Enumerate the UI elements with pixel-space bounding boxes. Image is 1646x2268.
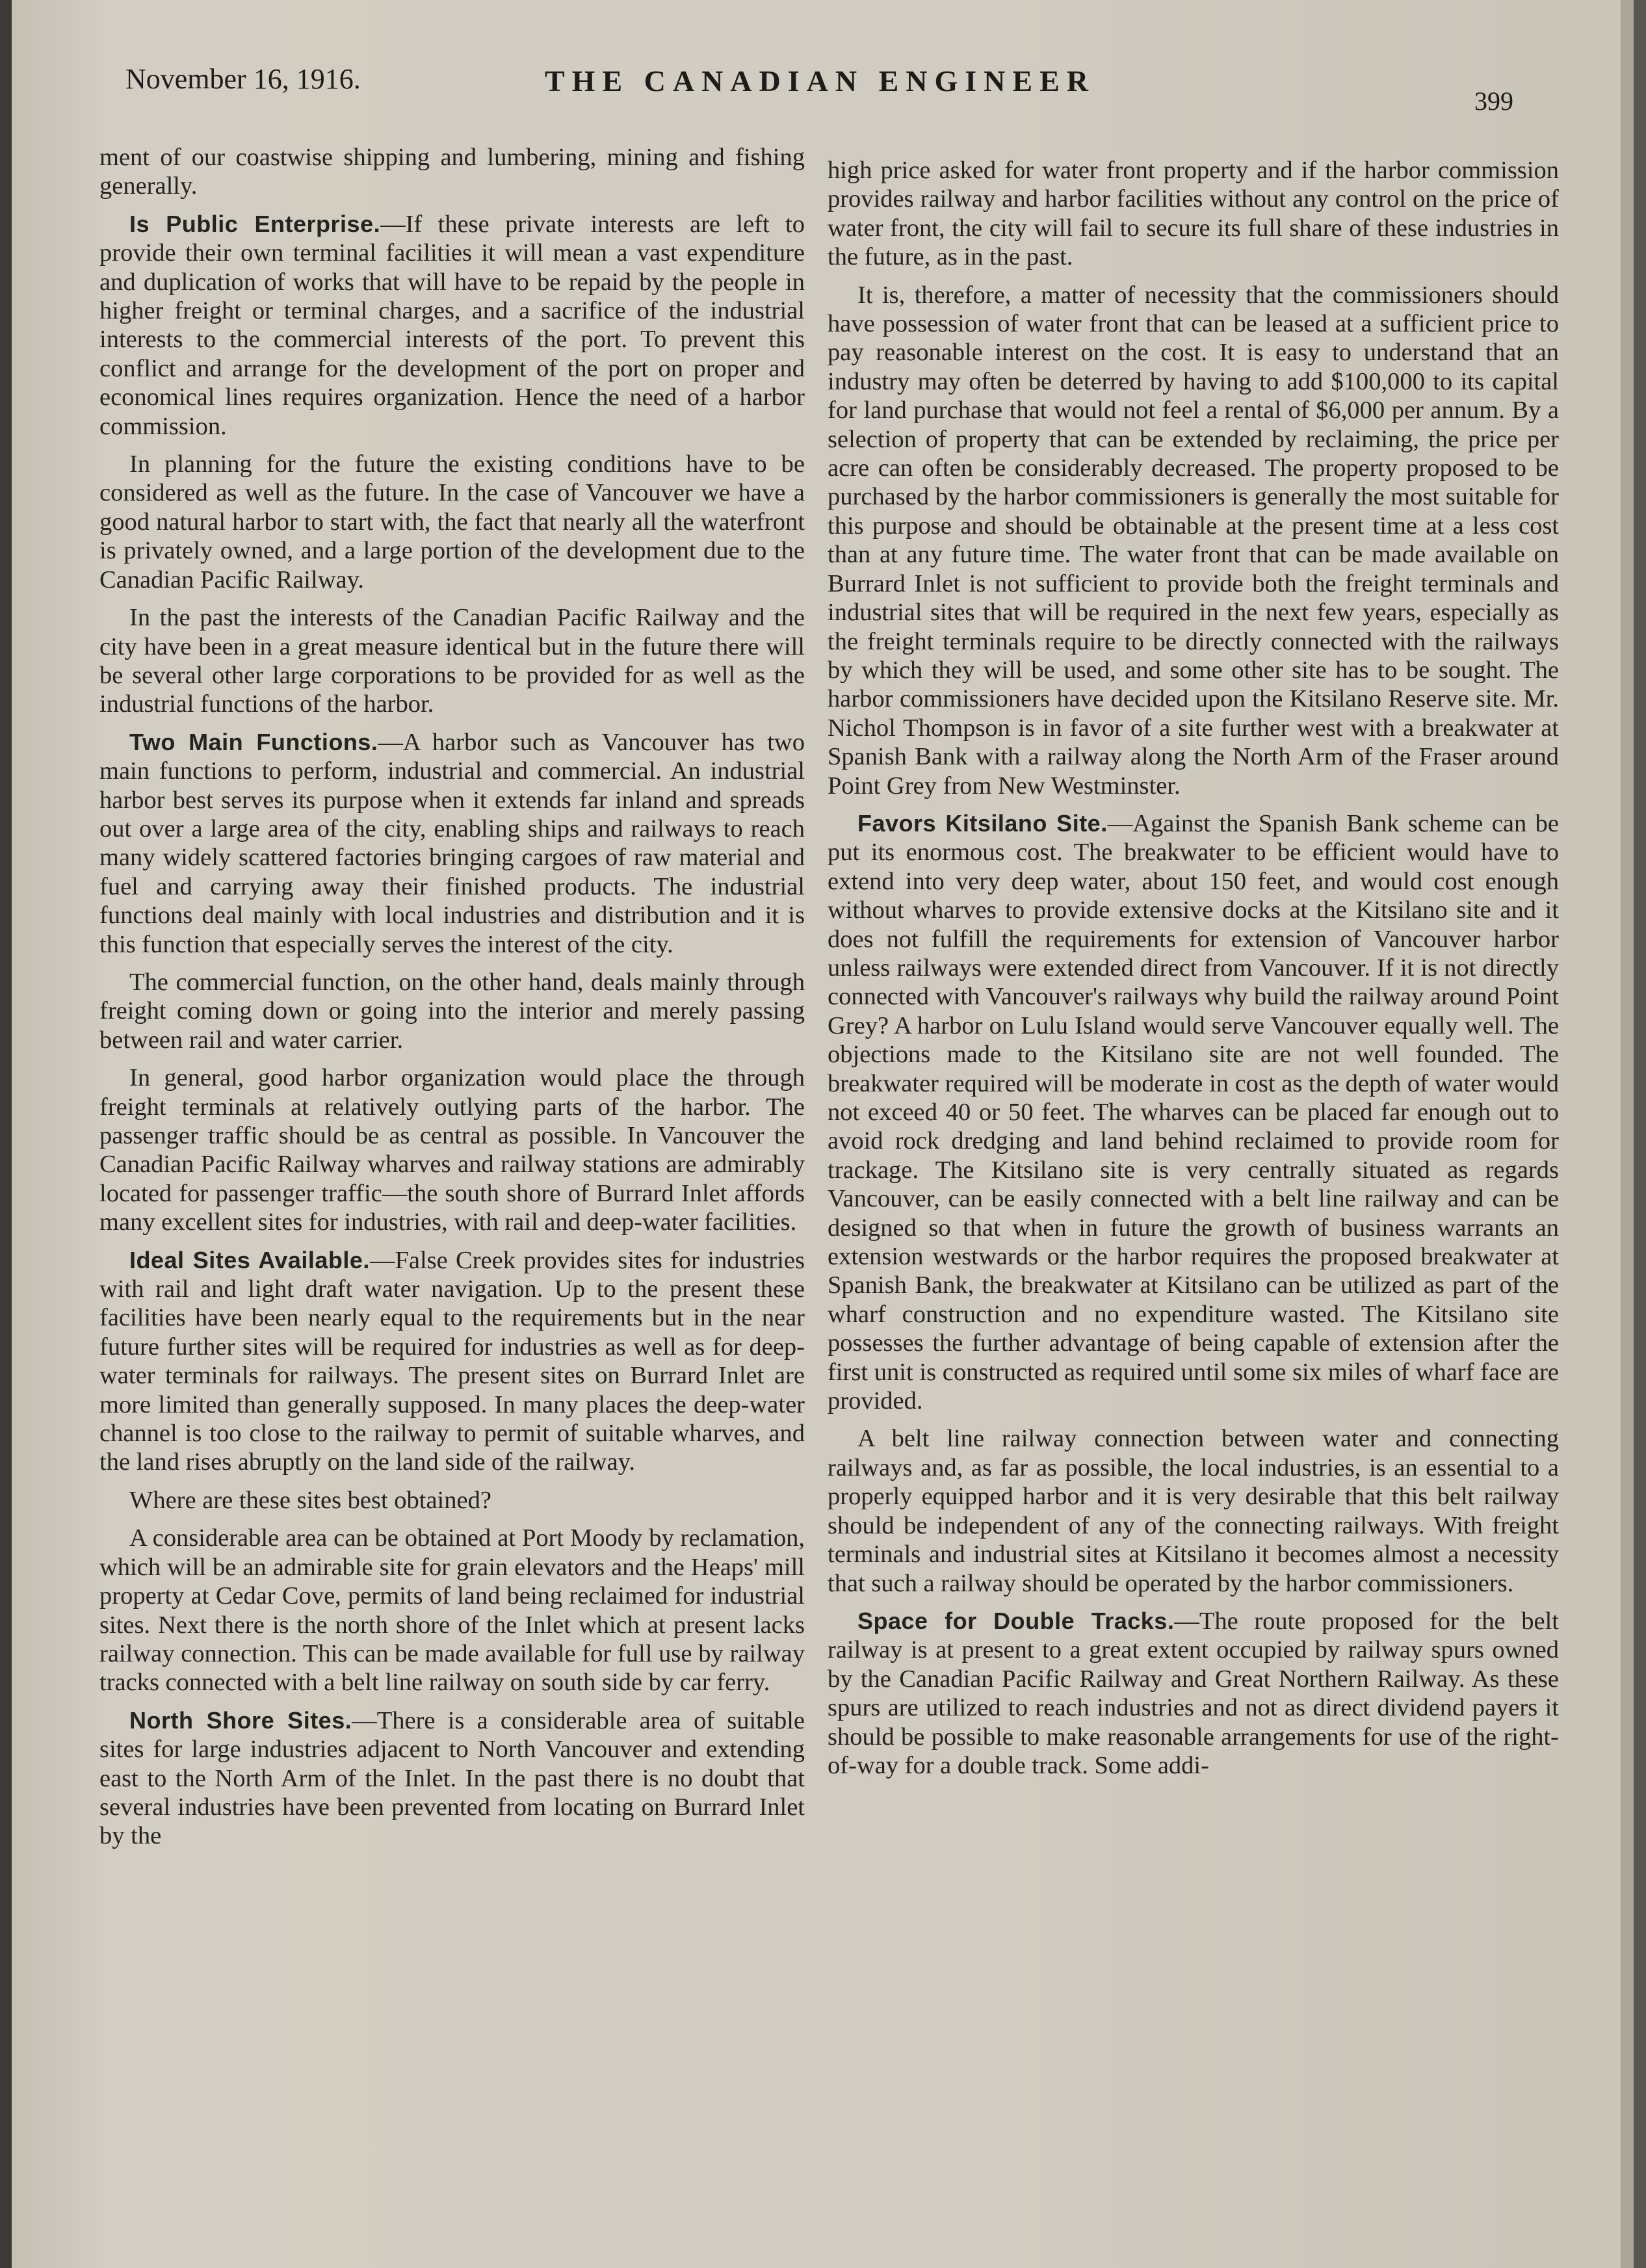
section-heading: North Shore Sites.: [129, 1706, 352, 1734]
paragraph: The commercial function, on the other hand, deals mainly through freight coming down or going into the interior and merely passing between rail and water carrier.: [99, 968, 805, 1054]
page-number: 399: [1474, 86, 1513, 116]
section-heading: Space for Double Tracks.: [857, 1607, 1175, 1634]
paragraph: high price asked for water front property and if the harbor commission provides railway and harbor facilities without any control on the price of water front, the city will fail to secure its full share of these industries in the future, as in the past.: [828, 157, 1559, 271]
section-heading: Two Main Functions.: [129, 728, 378, 755]
paragraph: In planning for the future the existing conditions have to be considered as well as the future. In the case of Vancouver we have a good natural harbor to start with, the fact that nearly all the waterfront is privately owned, and a large portion of the development due to the Canadian Pacific Railway.: [99, 450, 805, 593]
running-header: [12, 57, 1634, 116]
paragraph: Ideal Sites Available.—False Creek provides sites for industries with rail and light draft water navigation. Up to the present these facilities have been nearly equal to the requirements but in the near future further sites will be required for industries as well as for deep-water terminals for railways. The present sites on Burrard Inlet are more limited than generally supposed. In many places the deep-water channel is too close to the railway to permit of suitable wharves, and the land rises abruptly on the land side of the railway.: [99, 1246, 805, 1476]
paragraph: In general, good harbor organization would place the through freight terminals at relatively outlying parts of the harbor. The passenger traffic should be as central as possible. In Vancouver the Canadian Pacific Railway wharves and railway stations are admirably located for passenger traffic—the south shore of Burrard Inlet affords many excellent sites for industries, with rail and deep-water facilities.: [99, 1064, 805, 1236]
issue-date: November 16, 1916.: [125, 63, 361, 95]
page-edge-shadow: [1621, 0, 1634, 2268]
paragraph: Space for Double Tracks.—The route proposed for the belt railway is at present to a great extent occupied by railway spurs owned by the Canadian Pacific Railway and Great Northern Railway. As these spurs are utilized to reach industries and not as direct dividend payers it should be possible to make reasonable arrangements for use of the right-of-way for a double track. Some addi-: [828, 1607, 1559, 1779]
paragraph: In the past the interests of the Canadian Pacific Railway and the city have been in a great measure identical but in the future there will be several other large corporations to be provided for as well as the industrial functions of the harbor.: [99, 604, 805, 718]
paragraph: Two Main Functions.—A harbor such as Vancouver has two main functions to perform, industrial and commercial. An industrial harbor best serves its purpose when it extends far inland and spreads out over a large area of the city, enabling ships and railways to reach many widely scattered factories bringing cargoes of raw material and fuel and carrying away their finished products. The industrial functions deal mainly with local industries and distribution and it is this function that especially serves the interest of the city.: [99, 728, 805, 958]
journal-title: THE CANADIAN ENGINEER: [545, 64, 1095, 98]
paragraph: It is, therefore, a matter of necessity that the commissioners should have possession of water front that can be leased at a sufficient price to pay reasonable interest on the cost. It is easy to understand that an industry may often be deterred by having to add $100,000 to its capital for land purchase that would not feel a rental of $6,000 per annum. By a selection of property that can be extended by reclaiming, the price per acre can often be considerably decreased. The property proposed to be purchased by the harbor commissioners is generally the most suitable for this purpose and should be obtainable at the present time at a less cost than at any future time. The water front that can be made available on Burrard Inlet is not sufficient to provide both the freight terminals and industrial sites that will be required in the next few years, especially as the freight terminals require to be directly connected with the railways by which they will be used, and some other site has to be sought. The harbor commissioners have decided upon the Kitsilano Reserve site. Mr. Nichol Thompson is in favor of a site further west with a breakwater at Spanish Bank with a railway along the North Arm of the Fraser around Point Grey from New Westminster.: [828, 281, 1559, 800]
magazine-page: [12, 0, 1634, 2268]
section-heading: Is Public Enterprise.: [129, 210, 381, 237]
section-heading: Ideal Sites Available.: [129, 1246, 370, 1273]
paragraph: Is Public Enterprise.—If these private interests are left to provide their own terminal facilities it will mean a vast expenditure and duplication of works that will have to be repaid by the people in higher freight or terminal charges, and a sacrifice of the industrial interests to the commercial interests of the port. To prevent this conflict and arrange for the development of the port on proper and economical lines requires organization. Hence the need of a harbor commission.: [99, 210, 805, 440]
binding-edge: [0, 0, 12, 2268]
paragraph: ment of our coastwise shipping and lumbering, mining and fishing generally.: [99, 144, 805, 200]
section-heading: Favors Kitsilano Site.: [857, 809, 1108, 837]
paragraph: A belt line railway connection between water and connecting railways and, as far as possible, the local industries, is an essential to a properly equipped harbor and it is very desirable that this belt railway should be independent of any of the connecting railways. With freight terminals and industrial sites at Kitsilano it becomes almost a necessity that such a railway should be operated by the harbor commissioners.: [828, 1425, 1559, 1597]
paragraph: A considerable area can be obtained at Port Moody by reclamation, which will be an admirable site for grain elevators and the Heaps' mill property at Cedar Cove, permits of land being reclaimed for industrial sites. Next there is the north shore of the Inlet which at present lacks railway connection. This can be made available for full use by railway tracks connected with a belt line railway on south side by car ferry.: [99, 1524, 805, 1697]
right-column: [828, 156, 1559, 1780]
paragraph: Favors Kitsilano Site.—Against the Spanish Bank scheme can be put its enormous cost. The breakwater to be efficient would have to extend into very deep water, about 150 feet, and would cost enough without wharves to provide extensive docks at the Kitsilano site and it does not fulfill the requirements for extension of Vancouver harbor unless railways were extended direct from Vancouver. If it is not directly connected with Vancouver's railways why build the railway around Point Grey? A harbor on Lulu Island would serve Vancouver equally well. The objections made to the Kitsilano site are not well founded. The breakwater required will be moderate in cost as the depth of water would not exceed 40 or 50 feet. The wharves can be placed far enough out to avoid rock dredging and land behind reclaimed to provide room for trackage. The Kitsilano site is very centrally situated as regards Vancouver, can be easily connected with a belt line railway and can be designed so that when in future the growth of business warrants an extension westwards or the harbor requires the proposed breakwater at Spanish Bank, the breakwater at Kitsilano can be utilized as part of the wharf construction and no expenditure wasted. The Kitsilano site possesses the further advantage of being capable of extension after the first unit is constructed as required until some six miles of wharf face are provided.: [828, 809, 1559, 1415]
paragraph: Where are these sites best obtained?: [129, 1486, 491, 1514]
left-column: [99, 143, 805, 1851]
paragraph: North Shore Sites.—There is a considerable area of suitable sites for large industries adjacent to North Vancouver and extending east to the North Arm of the Inlet. In the past there is no doubt that several industries have been prevented from locating on Burrard Inlet by the: [99, 1706, 805, 1850]
